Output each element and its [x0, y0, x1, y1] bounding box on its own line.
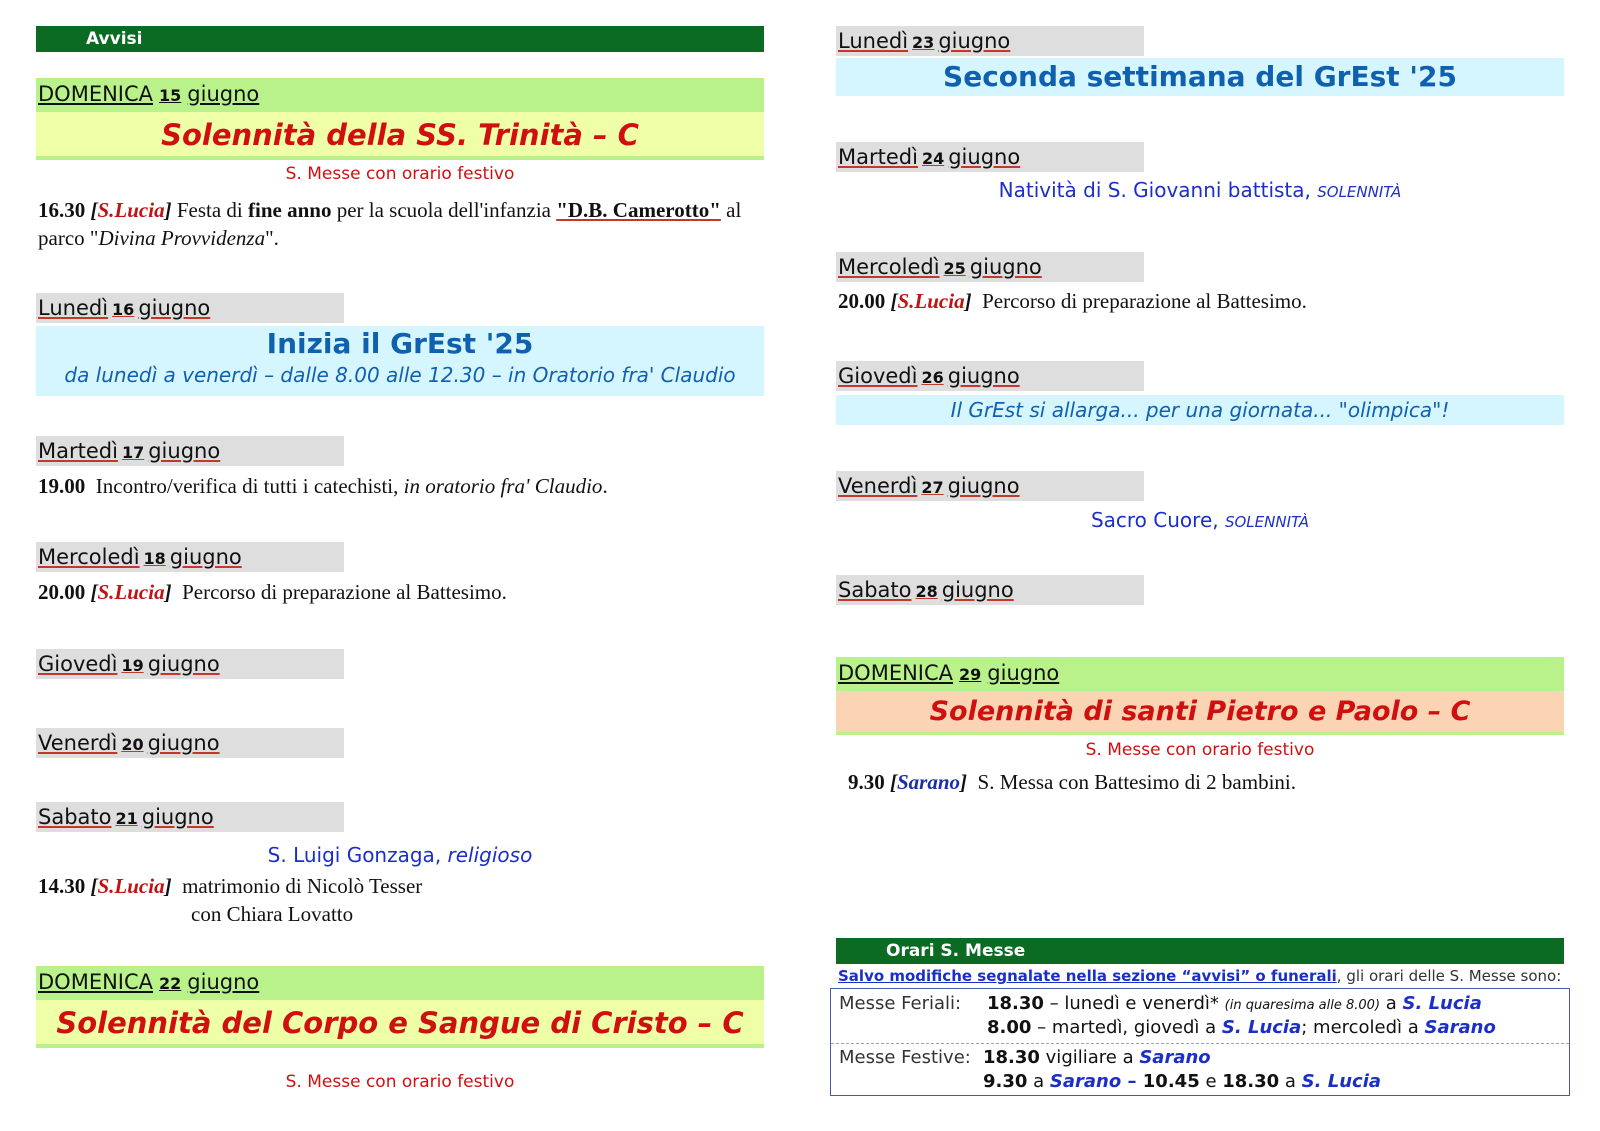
saint-21 — [36, 843, 764, 867]
event-text: per la scuola dell'infanzia — [331, 198, 557, 222]
day-month: giugno — [948, 145, 1021, 169]
orario-text: S. Messe con orario festivo — [285, 1072, 515, 1092]
day-number: 26 — [921, 368, 944, 387]
day-label: Martedì — [838, 145, 918, 169]
day-number: 18 — [143, 549, 166, 568]
orari-header — [836, 938, 1564, 964]
event-text-bold: fine anno — [248, 198, 332, 222]
day-month: giugno — [187, 970, 260, 994]
day-header-27 — [836, 471, 1144, 501]
day-month: giugno — [941, 578, 1014, 602]
day-header-15 — [36, 78, 764, 112]
day-number: 22 — [159, 974, 182, 993]
day-month: giugno — [947, 364, 1020, 388]
feriali-row-2 — [987, 1017, 1496, 1038]
orario-text: S. Messe con orario festivo — [285, 164, 515, 184]
text: vigiliare a — [1039, 1047, 1140, 1068]
event-text-italic: in oratorio fra' Claudio — [403, 474, 603, 498]
day-label: DOMENICA — [38, 970, 154, 994]
day-number: 21 — [115, 809, 138, 828]
saint-rank: SOLENNITÀ — [1224, 513, 1310, 531]
event-time: 14.30 — [38, 874, 86, 898]
place: S. Lucia — [1402, 993, 1482, 1014]
text: ; mercoledì a — [1301, 1017, 1425, 1038]
festive-row-2 — [983, 1071, 1381, 1092]
day-header-21 — [36, 802, 344, 832]
time: 18.30 — [983, 1047, 1040, 1068]
day-number: 20 — [121, 735, 144, 754]
day-header-25 — [836, 252, 1144, 282]
day-header-24 — [836, 142, 1144, 172]
event-15: 16.30 [S.Lucia] Festa di fine anno per la scuola dell'infanzia "D.B. Camerotto" al parco "Divina Provvidenza". — [38, 198, 742, 250]
orario-festivo-29 — [836, 740, 1564, 760]
event-time: 16.30 — [38, 198, 86, 222]
place: S. Lucia — [1301, 1071, 1382, 1092]
day-header-22 — [36, 966, 764, 1000]
note: (in quaresima alle 8.00) — [1224, 998, 1381, 1013]
event-time: 9.30 — [848, 770, 885, 794]
day-header-23 — [836, 26, 1144, 56]
saint-name: Sacro Cuore, — [1090, 508, 1225, 532]
day-month: giugno — [138, 296, 211, 320]
day-month: giugno — [141, 805, 214, 829]
festive-row — [839, 1047, 1211, 1068]
event-text: Percorso di preparazione al Battesimo. — [982, 289, 1307, 313]
dash: – — [1121, 1071, 1143, 1092]
time: 9.30 — [983, 1071, 1028, 1092]
event-21: 14.30 [S.Lucia] matrimonio di Nicolò Tesser — [38, 874, 423, 898]
day-label: Sabato — [838, 578, 912, 602]
event-text: al parco " — [38, 198, 742, 250]
event-location: S.Lucia — [897, 289, 965, 313]
time: 18.30 — [987, 993, 1044, 1014]
event-25: 20.00 [S.Lucia] Percorso di preparazione al Battesimo. — [838, 289, 1307, 313]
text: a — [1279, 1071, 1302, 1092]
orari-intro-text: , gli orari delle S. Messe sono: — [1336, 967, 1562, 985]
day-label: DOMENICA — [38, 82, 154, 106]
grest-week2-box: Seconda settimana del GrEst '25 — [836, 58, 1564, 96]
day-header-28 — [836, 575, 1144, 605]
day-label: Venerdì — [38, 731, 118, 755]
day-label: Martedì — [38, 439, 118, 463]
day-month: giugno — [169, 545, 242, 569]
day-label: Lunedì — [838, 29, 909, 53]
saint-name: S. Luigi Gonzaga, — [267, 843, 448, 867]
event-time: 19.00 — [38, 474, 86, 498]
event-time: 20.00 — [838, 289, 886, 313]
event-text: ". — [265, 226, 279, 250]
event-time: 20.00 — [38, 580, 86, 604]
event-text-end: . — [602, 474, 608, 498]
day-header-19 — [36, 649, 344, 679]
mass-schedule-box — [830, 988, 1570, 1096]
avvisi-link[interactable]: Salvo modifiche segnalate nella sezione “avvisi” o funerali — [838, 967, 1337, 985]
day-number: 24 — [921, 149, 945, 168]
event-location: Sarano — [897, 770, 961, 794]
day-label: Venerdì — [838, 474, 918, 498]
orari-title: Orari S. Messe — [886, 941, 1026, 961]
text: a — [1027, 1071, 1050, 1092]
day-month: giugno — [147, 731, 220, 755]
place: S. Lucia — [1221, 1017, 1302, 1038]
time: 18.30 — [1222, 1071, 1280, 1092]
day-month: giugno — [148, 439, 221, 463]
text: – martedì, giovedì a — [1031, 1017, 1222, 1038]
event-21-line2: con Chiara Lovatto — [191, 902, 354, 926]
day-month: giugno — [187, 82, 260, 106]
event-text-italic: Divina Provvidenza — [98, 226, 266, 250]
orario-festivo-15 — [36, 164, 764, 184]
day-month: giugno — [147, 652, 220, 676]
day-month: giugno — [938, 29, 1011, 53]
day-number: 27 — [921, 478, 944, 497]
saint-name: Natività di S. Giovanni battista, — [998, 178, 1318, 202]
event-18: 20.00 [S.Lucia] Percorso di preparazione al Battesimo. — [38, 580, 507, 604]
day-label: Mercoledì — [838, 255, 940, 279]
place: Sarano — [1049, 1071, 1122, 1092]
feast-15: Solennità della SS. Trinità – C — [36, 112, 764, 160]
event-text: Percorso di preparazione al Battesimo. — [182, 580, 507, 604]
day-number: 28 — [915, 582, 938, 601]
day-label: Giovedì — [838, 364, 918, 388]
event-text: Incontro/verifica di tutti i catechisti, — [95, 474, 404, 498]
event-location: S.Lucia — [97, 874, 165, 898]
day-number: 16 — [112, 300, 135, 319]
avvisi-header — [36, 26, 764, 52]
day-header-26 — [836, 361, 1144, 391]
day-number: 15 — [159, 86, 182, 105]
event-text: matrimonio di Nicolò Tesser — [182, 874, 423, 898]
day-header-29 — [836, 657, 1564, 691]
day-number: 17 — [121, 443, 145, 462]
place: Sarano — [1424, 1017, 1496, 1038]
event-17 — [38, 472, 764, 500]
day-label: Lunedì — [38, 296, 109, 320]
day-header-20 — [36, 728, 344, 758]
day-label: Giovedì — [38, 652, 118, 676]
day-label: Sabato — [38, 805, 112, 829]
day-label: Mercoledì — [38, 545, 140, 569]
day-header-16 — [36, 293, 344, 323]
feriali-row — [839, 993, 1482, 1014]
text: a — [1380, 993, 1403, 1014]
event-text: S. Messa con Battesimo di 2 bambini. — [977, 770, 1297, 794]
schedule-divider — [831, 1043, 1569, 1044]
time: 10.45 — [1142, 1071, 1200, 1092]
day-label: DOMENICA — [838, 661, 954, 685]
saint-rank: SOLENNITÀ — [1317, 183, 1402, 201]
feast-29: Solennità di santi Pietro e Paolo – C — [836, 691, 1564, 735]
feriali-label: Messe Feriali: — [839, 993, 962, 1014]
text: – lunedì e venerdì* — [1043, 993, 1225, 1014]
orario-festivo-22 — [36, 1072, 764, 1092]
day-month: giugno — [987, 661, 1060, 685]
day-month: giugno — [947, 474, 1020, 498]
day-header-17 — [36, 436, 344, 466]
grest-subtitle: da lunedì a venerdì – dalle 8.00 alle 12.30 – in Oratorio fra' Claudio — [64, 363, 736, 387]
festive-label: Messe Festive: — [839, 1047, 971, 1068]
day-number: 19 — [121, 656, 144, 675]
grest-title: Inizia il GrEst '25 — [266, 327, 534, 360]
saint-27 — [836, 508, 1564, 532]
day-header-18 — [36, 542, 344, 572]
text: e — [1199, 1071, 1223, 1092]
day-month: giugno — [969, 255, 1042, 279]
avvisi-title: Avvisi — [86, 29, 143, 49]
place: Sarano — [1139, 1047, 1211, 1068]
event-29: 9.30 [Sarano] S. Messa con Battesimo di 2 bambini. — [848, 770, 1297, 794]
grest-start-box — [36, 326, 764, 396]
orario-text: S. Messe con orario festivo — [1085, 740, 1315, 760]
event-text: Festa di — [176, 198, 249, 222]
grest-olimpica-note: Il GrEst si allarga... per una giornata... "olimpica"! — [836, 395, 1564, 425]
event-location: S.Lucia — [97, 580, 165, 604]
feast-22: Solennità del Corpo e Sangue di Cristo – C — [36, 1000, 764, 1048]
day-number: 29 — [959, 665, 982, 684]
saint-rank: religioso — [447, 843, 533, 867]
time: 8.00 — [987, 1017, 1032, 1038]
orari-intro — [838, 967, 1578, 985]
saint-24 — [836, 178, 1564, 202]
day-number: 25 — [943, 259, 966, 278]
event-text-bold: "D.B. Camerotto" — [556, 198, 721, 222]
event-location: S.Lucia — [97, 198, 165, 222]
day-number: 23 — [912, 33, 935, 52]
